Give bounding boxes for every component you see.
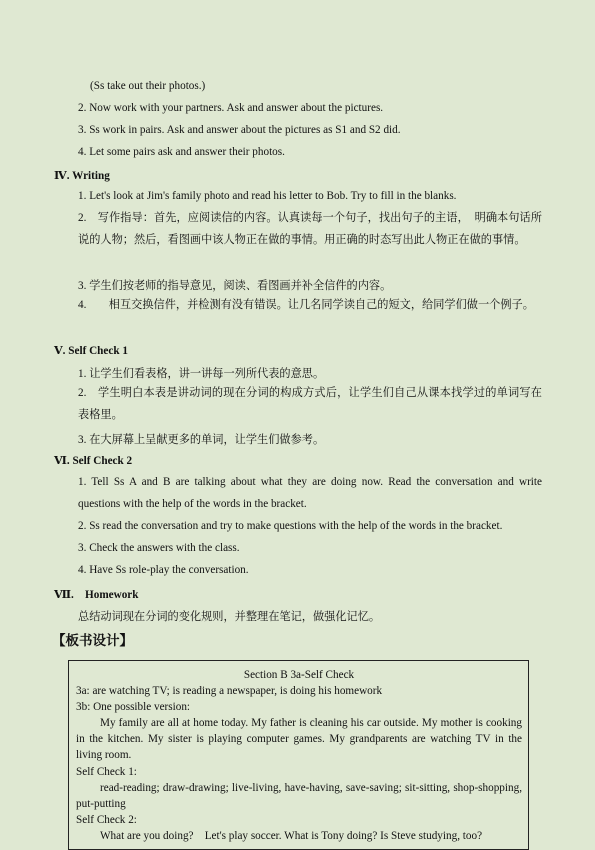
- board-design-box: [68, 660, 529, 850]
- self-check-1-heading: Ⅴ. Self Check 1: [54, 345, 128, 357]
- step-line-4: 4. Let some pairs ask and answer their photos.: [78, 146, 285, 158]
- board-self-check-1: Self Check 1:: [76, 765, 137, 778]
- board-3b-text: My family are all at home today. My father is cleaning his car outside. My mother is cooking in the kitchen. My sister is playing computer games. My grandparents are watching TV in the living room.: [76, 717, 522, 762]
- board-self-check-2: Self Check 2:: [76, 813, 137, 826]
- writing-step-4: 4. 相互交换信件，并检测有没有错误。让几名同学读自己的短文，给同学们做一个例子。: [78, 299, 534, 311]
- step-line-2: 2. Now work with your partners. Ask and answer about the pictures.: [78, 102, 384, 114]
- writing-step-2: 2. 写作指导：首先，应阅读信的内容。认真读每一个句子，找出句子的主语， 明确本句话所说的人物；然后，看图画中该人物正在做的事情。用正确的时态写出此人物正在做的事情。: [78, 212, 542, 247]
- self-check-2-step-3: 3. Check the answers with the class.: [78, 542, 240, 554]
- board-title: Section B 3a-Self Check: [243, 669, 355, 681]
- homework-heading: Ⅶ. Homework: [54, 589, 139, 601]
- self-check-2-step-1: 1. Tell Ss A and B are talking about what they are doing now. Read the conversation and write questions with the help of the words in the bracket.: [78, 476, 542, 511]
- board-self-check-1-text: read-reading; draw-drawing; live-living, have-having, save-saving; sit-sitting, shop-shopping, put-putting: [76, 781, 522, 810]
- self-check-1-step-3: 3. 在大屏幕上呈献更多的单词，让学生们做参考。: [78, 434, 325, 446]
- step-line-3: 3. Ss work in pairs. Ask and answer about the pictures as S1 and S2 did.: [78, 124, 401, 136]
- board-self-check-2-text: What are you doing? Let's play soccer. What is Tony doing? Is Steve studying, too?: [100, 829, 483, 842]
- self-check-2-step-2: 2. Ss read the conversation and try to make questions with the help of the words in the bracket.: [78, 520, 503, 532]
- self-check-1-step-1: 1. 让学生们看表格，讲一讲每一列所代表的意思。: [78, 368, 325, 380]
- self-check-1-step-2: 2. 学生明白本表是讲动词的现在分词的构成方式后，让学生们自己从课本找学过的单词写在表格里。: [78, 387, 542, 422]
- step-line-1: (Ss take out their photos.): [90, 80, 206, 92]
- writing-step-1: 1. Let's look at Jim's family photo and read his letter to Bob. Try to fill in the blanks.: [78, 190, 457, 202]
- board-3b: 3b: One possible version:: [76, 701, 191, 714]
- self-check-2-heading: Ⅵ. Self Check 2: [54, 455, 133, 467]
- writing-heading: Ⅳ. Writing: [54, 170, 110, 182]
- self-check-2-step-4: 4. Have Ss role-play the conversation.: [78, 564, 249, 576]
- homework-text: 总结动词现在分词的变化规则，并整理在笔记，做强化记忆。: [78, 611, 381, 623]
- writing-step-3: 3. 学生们按老师的指导意见，阅读、看图画并补全信件的内容。: [78, 280, 392, 292]
- board-design-title: 【板书设计】: [52, 633, 133, 648]
- board-3a: 3a: are watching TV; is reading a newspaper, is doing his homework: [76, 685, 383, 698]
